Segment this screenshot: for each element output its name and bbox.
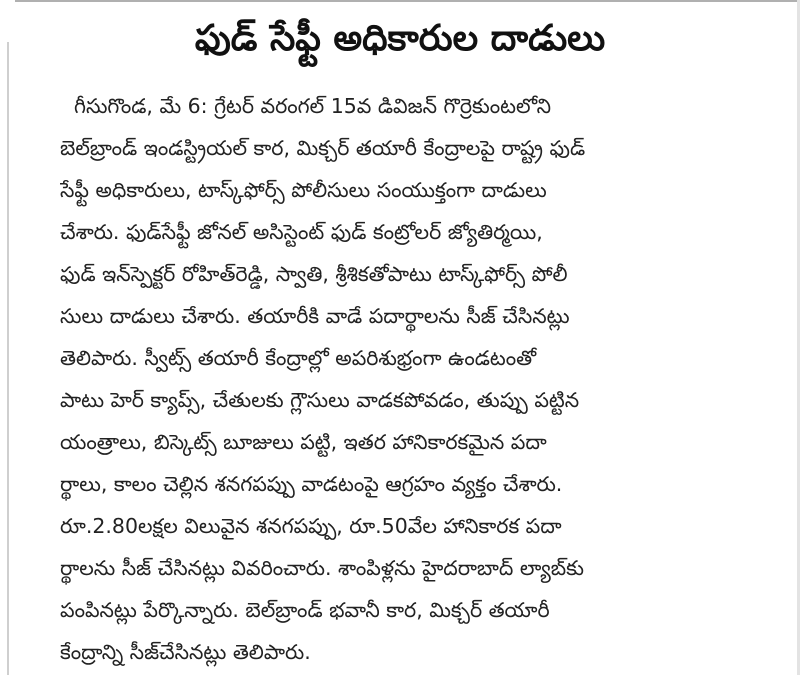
article-line-9: యంత్రాలు, బిస్కెట్స్ బూజులు పట్టి, ఇతర హానికారకమైన పదా [60, 430, 547, 454]
article-line-13: పంపినట్లు పేర్కొన్నారు. బెల్‌బ్రాండ్ భవానీ కార, మిక్చర్ తయారీ [60, 598, 550, 622]
article-body [60, 85, 772, 673]
article-line-6: సులు దాడులు చేశారు. తయారీకి వాడే పదార్థాలను సీజ్ చేసినట్లు [60, 304, 570, 328]
left-edge-rule [7, 42, 9, 675]
article-line-12: ర్థాలను సీజ్ చేసినట్లు వివరించారు. శాంపిళ్లను హైదరాబాద్ ల్యాబ్‌కు [60, 556, 584, 580]
article-line-5: ఫుడ్ ఇన్‌స్పెక్టర్ రోహిత్‌రెడ్డి, స్వాతి, శ్రీశికతోపాటు టాస్క్‌ఫోర్స్ పోలీ [60, 262, 568, 286]
article-line-11: రూ.2.80లక్షల విలువైన శనగపప్పు, రూ.50వేల హానికారక పదా [60, 514, 562, 538]
article-line-2: బెల్‌బ్రాండ్ ఇండస్ట్రియల్ కార, మిక్చర్ తయారీ కేంద్రాలపై రాష్ట్ర ఫుడ్ [60, 136, 586, 160]
article-line-1: గీసుగొండ, మే 6: గ్రేటర్ వరంగల్ 15వ డివిజన్ గొర్రెకుంటలోని [74, 94, 551, 118]
article-line-4: చేశారు. ఫుడ్‌సేఫ్టీ జోనల్ అసిస్టెంట్ ఫుడ్ కంట్రోలర్ జ్యోతిర్మయి, [60, 220, 543, 244]
top-rule [15, 0, 800, 2]
article-line-10: ర్థాలు, కాలం చెల్లిన శనగపప్పు వాడటంపై ఆగ్రహం వ్యక్తం చేశారు. [60, 472, 563, 496]
article-line-8: పాటు హెర్ క్యాప్స్, చేతులకు గ్లౌసులు వాడకపోవడం, తుప్పు పట్టిన [60, 388, 580, 412]
article-line-14: కేంద్రాన్ని సీజ్‌చేసినట్లు తెలిపారు. [60, 640, 311, 664]
article-headline: ఫుడ్ సేఫ్టీ అధికారుల దాడులు [194, 18, 606, 59]
article-line-7: తెలిపారు. స్వీట్స్ తయారీ కేంద్రాల్లో అపరిశుభ్రంగా ఉండటంతో [60, 346, 537, 370]
article-line-3: సేఫ్టీ అధికారులు, టాస్క్‌ఫోర్స్ పోలీసులు సంయుక్తంగా దాడులు [60, 178, 547, 202]
